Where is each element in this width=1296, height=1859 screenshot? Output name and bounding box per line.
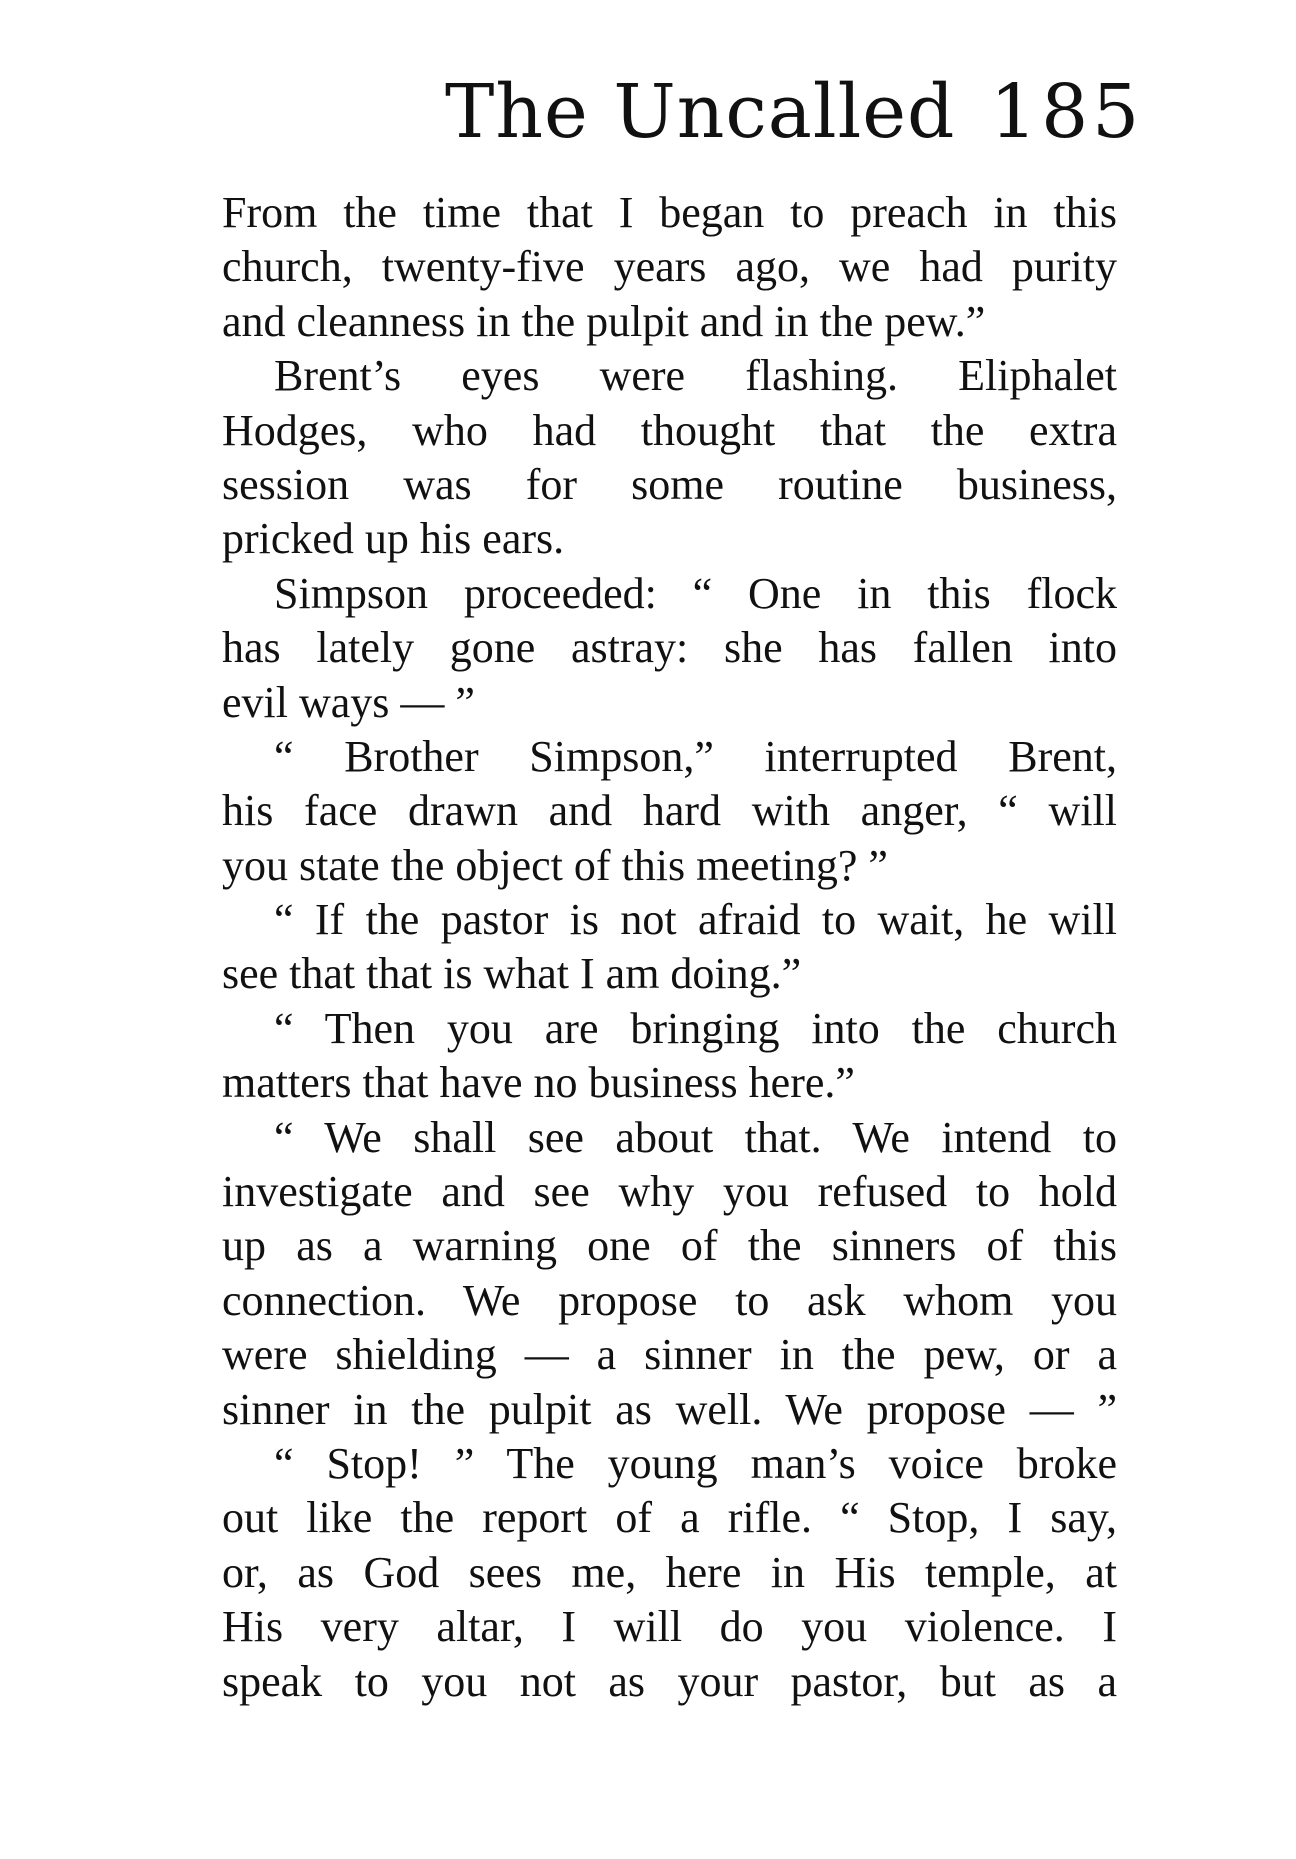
text-line: you state the object of this meeting? ” xyxy=(222,840,888,890)
text-line: see that that is what I am doing.” xyxy=(222,949,802,999)
text-line: sinner in the pulpit as well. We propose — ” xyxy=(222,1384,1117,1434)
text-line: “ If the pastor is not afraid to wait, he will xyxy=(274,895,1117,945)
text-line: his face drawn and hard with anger, “ will xyxy=(222,786,1117,836)
text-line: Simpson proceeded: “ One in this flock xyxy=(274,568,1117,618)
text-line: matters that have no business here.” xyxy=(222,1058,855,1108)
text-line: “ Stop! ” The young man’s voice broke xyxy=(274,1438,1117,1488)
text-line: speak to you not as your pastor, but as a xyxy=(222,1656,1117,1706)
text-line: up as a warning one of the sinners of this xyxy=(222,1221,1117,1271)
text-line: Hodges, who had thought that the extra xyxy=(222,405,1117,455)
text-line: “ We shall see about that. We intend to xyxy=(274,1112,1117,1162)
text-line: church, twenty-five years ago, we had purity xyxy=(222,242,1117,292)
text-line: or, as God sees me, here in His temple, at xyxy=(222,1547,1117,1597)
text-line: pricked up his ears. xyxy=(222,514,565,564)
text-line: session was for some routine business, xyxy=(222,459,1117,509)
text-line: out like the report of a rifle. “ Stop, I say, xyxy=(222,1493,1117,1543)
text-line: “ Then you are bringing into the church xyxy=(274,1003,1117,1053)
text-line: investigate and see why you refused to hold xyxy=(222,1167,1117,1217)
text-line: From the time that I began to preach in this xyxy=(222,188,1117,237)
text-line: were shielding — a sinner in the pew, or a xyxy=(222,1330,1117,1380)
body-text xyxy=(222,186,1117,1709)
text-line: “ Brother Simpson,” interrupted Brent, xyxy=(274,731,1117,781)
text-line: connection. We propose to ask whom you xyxy=(222,1275,1117,1325)
text-line: and cleanness in the pulpit and in the pew.” xyxy=(222,296,986,346)
running-head xyxy=(445,62,1144,162)
text-line: evil ways — ” xyxy=(222,677,475,727)
text-line: has lately gone astray: she has fallen into xyxy=(222,623,1117,673)
text-line: Brent’s eyes were flashing. Eliphalet xyxy=(274,351,1117,401)
text-line: His very altar, I will do you violence. I xyxy=(222,1602,1117,1652)
running-head-title: The Uncalled xyxy=(445,69,956,155)
page-number: 185 xyxy=(990,69,1144,155)
